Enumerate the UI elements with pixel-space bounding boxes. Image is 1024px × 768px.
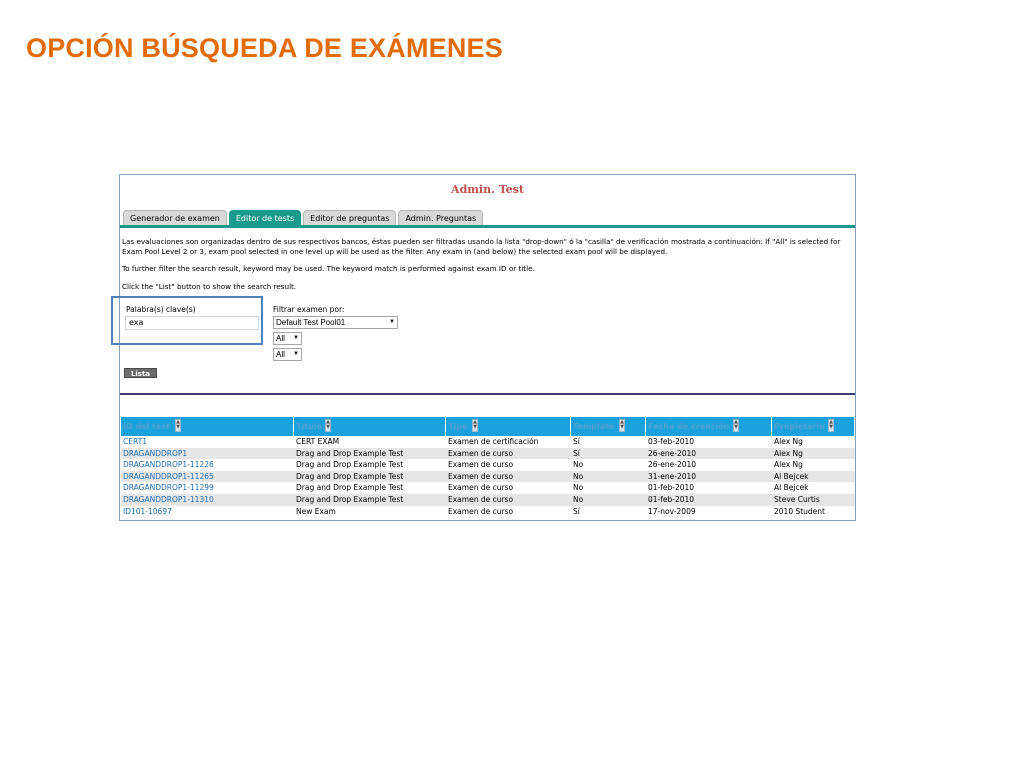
table-row [121, 482, 855, 494]
test-date-cell: 01-feb-2010 [648, 494, 695, 504]
column-header-label: Propietario [774, 422, 825, 431]
table-header [121, 417, 855, 436]
slide-title: OPCIÓN BÚSQUEDA DE EXÁMENES [26, 33, 503, 63]
test-type-cell: Examen de curso [448, 506, 514, 516]
test-owner-cell: 2010 Student [774, 506, 825, 516]
test-owner-cell: Alex Ng [774, 460, 803, 470]
pool-level2-select-value: All [276, 334, 285, 343]
sort-arrows-icon[interactable]: ▲ ▼ [734, 419, 738, 430]
test-date-cell: 03-feb-2010 [648, 437, 695, 446]
pool-level3-select[interactable] [273, 348, 302, 361]
test-id-link[interactable]: CERT1 [123, 437, 147, 446]
keyword-input[interactable]: exa [125, 316, 259, 330]
chevron-down-icon: ▼ [293, 335, 299, 341]
pool-level2-select[interactable] [273, 332, 302, 345]
test-title-cell: Drag and Drop Example Test [296, 471, 404, 481]
test-date-cell: 17-nov-2009 [648, 506, 696, 516]
tab-editor-de-tests[interactable]: Editor de tests [229, 210, 301, 226]
chevron-down-icon: ▼ [389, 319, 395, 325]
exam-pool-select-value: Default Test Pool01 [276, 318, 346, 327]
test-title-cell: Drag and Drop Example Test [296, 494, 404, 504]
test-type-cell: Examen de curso [448, 494, 514, 504]
keyword-highlight-box [111, 296, 263, 345]
test-date-cell: 26-ene-2010 [648, 460, 697, 470]
results-table [121, 417, 855, 517]
test-id-link[interactable]: DRAGANDDROP1-11226 [123, 460, 214, 470]
test-type-cell: Examen de certificación [448, 437, 539, 446]
test-template-cell: Sí [573, 506, 580, 516]
table-row [121, 494, 855, 506]
pool-level3-select-value: All [276, 350, 285, 359]
test-type-cell: Examen de curso [448, 448, 514, 458]
sort-arrows-icon[interactable]: ▲ ▼ [326, 419, 330, 430]
test-owner-cell: Alex Ng [774, 448, 803, 458]
test-date-cell: 26-ene-2010 [648, 448, 697, 458]
filter-label: Filtrar examen por: [273, 305, 345, 314]
test-title-cell: Drag and Drop Example Test [296, 460, 404, 470]
test-id-link[interactable]: DRAGANDDROP1-11265 [123, 471, 214, 481]
section-divider [120, 393, 855, 395]
test-template-cell: No [573, 483, 584, 493]
test-id-link[interactable]: DRAGANDDROP1-11310 [123, 494, 214, 504]
column-header-title[interactable] [294, 417, 446, 436]
column-header-owner[interactable] [772, 417, 855, 436]
column-header-type[interactable] [446, 417, 571, 436]
app-screenshot [119, 174, 856, 521]
chevron-down-icon: ▼ [293, 351, 299, 357]
test-owner-cell: Al Bejcek [774, 471, 809, 481]
test-template-cell: No [573, 494, 584, 504]
test-title-cell: Drag and Drop Example Test [296, 448, 404, 458]
test-owner-cell: Al Bejcek [774, 483, 809, 493]
table-row [121, 448, 855, 460]
tab-editor-de-preguntas[interactable]: Editor de preguntas [303, 210, 396, 226]
keyword-label: Palabra(s) clave(s) [126, 305, 196, 314]
test-owner-cell: Alex Ng [774, 437, 803, 446]
tab-generador-de-examen[interactable]: Generador de examen [123, 210, 227, 226]
test-type-cell: Examen de curso [448, 460, 514, 470]
sort-arrows-icon[interactable]: ▲ ▼ [473, 419, 477, 430]
table-row [121, 506, 855, 518]
description-paragraph: To further filter the search result, keyword may be used. The keyword match is performed against exam ID or title. [122, 264, 535, 273]
sort-arrows-icon[interactable]: ▲ ▼ [620, 419, 624, 430]
table-row [121, 459, 855, 471]
test-type-cell: Examen de curso [448, 483, 514, 493]
tab-admin-preguntas[interactable]: Admin. Preguntas [398, 210, 483, 226]
table-row [121, 471, 855, 483]
column-header-label: Tipo [448, 422, 468, 431]
tab-underline [120, 225, 855, 228]
list-button[interactable]: Lista [124, 368, 157, 378]
column-header-id[interactable] [121, 417, 294, 436]
tab-bar [123, 210, 483, 226]
test-template-cell: No [573, 471, 584, 481]
test-date-cell: 01-feb-2010 [648, 483, 695, 493]
column-header-label: ID del test [123, 422, 170, 431]
test-template-cell: No [573, 460, 584, 470]
test-id-link[interactable]: DRAGANDDROP1-11299 [123, 483, 214, 493]
test-id-link[interactable]: ID101-10697 [123, 506, 172, 516]
column-header-template[interactable] [571, 417, 646, 436]
table-row [121, 436, 855, 448]
test-date-cell: 31-ene-2010 [648, 471, 697, 481]
test-title-cell: Drag and Drop Example Test [296, 483, 404, 493]
test-title-cell: New Exam [296, 506, 336, 516]
sort-arrows-icon[interactable]: ▲ ▼ [829, 419, 833, 430]
column-header-created[interactable] [646, 417, 772, 436]
app-title: Admin. Test [451, 183, 524, 196]
column-header-label: Fecha de creación [648, 422, 730, 431]
description-paragraph: Click the "List" button to show the search result. [122, 282, 297, 291]
column-header-label: Título [296, 422, 322, 431]
column-header-label: Template [573, 422, 615, 431]
description-paragraph: Las evaluaciones son organizadas dentro de sus respectivos bancos, éstas pueden ser filtradas usando la lista "drop-down" ó la "casilla" de verificación mostrada a continuación: If "All" is selected for Exam Pool Level 2 or 3, exam pool selected in one level up will be used as the filter. Any exam in (and below) the selected exam pool will be displayed. [122, 237, 841, 256]
sort-arrows-icon[interactable]: ▲ ▼ [176, 419, 180, 430]
test-owner-cell: Steve Curtis [774, 494, 820, 504]
test-id-link[interactable]: DRAGANDDROP1 [123, 448, 188, 458]
test-template-cell: Sí [573, 437, 580, 446]
test-template-cell: Sí [573, 448, 580, 458]
test-title-cell: CERT EXAM [296, 437, 340, 446]
exam-pool-select[interactable] [273, 316, 398, 329]
test-type-cell: Examen de curso [448, 471, 514, 481]
